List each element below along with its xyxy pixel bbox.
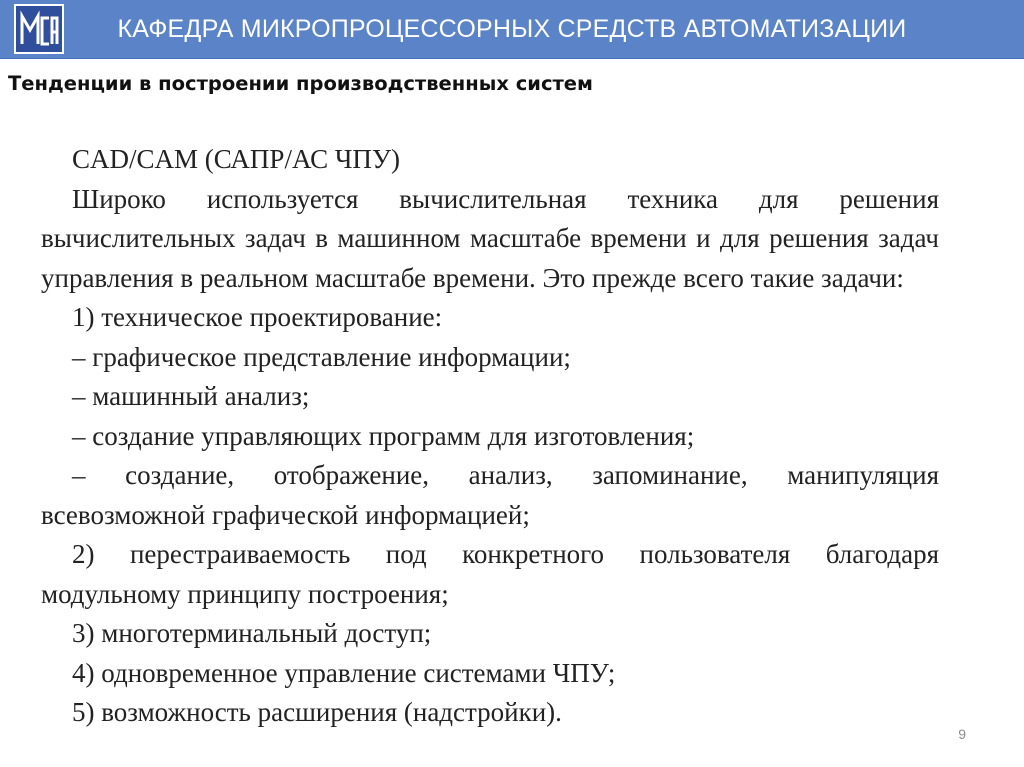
list-item: 3) многотерминальный доступ; bbox=[72, 618, 432, 648]
list-item: – графическое представление информации; bbox=[72, 341, 571, 372]
body-paragraph: CAD/CAM (САПР/АС ЧПУ) bbox=[72, 144, 401, 174]
list-item: – машинный анализ; bbox=[72, 381, 310, 411]
slide-title: Тенденции в построении производственных систем bbox=[8, 72, 593, 95]
page-number: 9 bbox=[958, 726, 966, 742]
list-item: 5) возможность расширения (надстройки). bbox=[72, 697, 562, 727]
header-bar bbox=[0, 0, 1024, 59]
body-paragraph: Широко используется вычислительная техника для решения вычислительных задач в машинном масштабе времени и для решения задач управления в реальном масштабе времени. Это прежде всего такие задачи: bbox=[41, 183, 939, 293]
slide-body bbox=[41, 140, 939, 733]
list-item: 1) техническое проектирование: bbox=[72, 302, 443, 332]
list-item: – создание управляющих программ для изготовления; bbox=[72, 420, 695, 451]
list-item: – создание, отображение, анализ, запоминание, манипуляция всевозможной графической информацией; bbox=[41, 460, 939, 530]
list-item: 2) перестраиваемость под конкретного пользователя благодаря модульному принципу построения; bbox=[41, 539, 939, 609]
header-title: КАФЕДРА МИКРОПРОЦЕССОРНЫХ СРЕДСТВ АВТОМАТИЗАЦИИ bbox=[117, 15, 907, 43]
list-item: 4) одновременное управление системами ЧПУ; bbox=[72, 657, 616, 688]
